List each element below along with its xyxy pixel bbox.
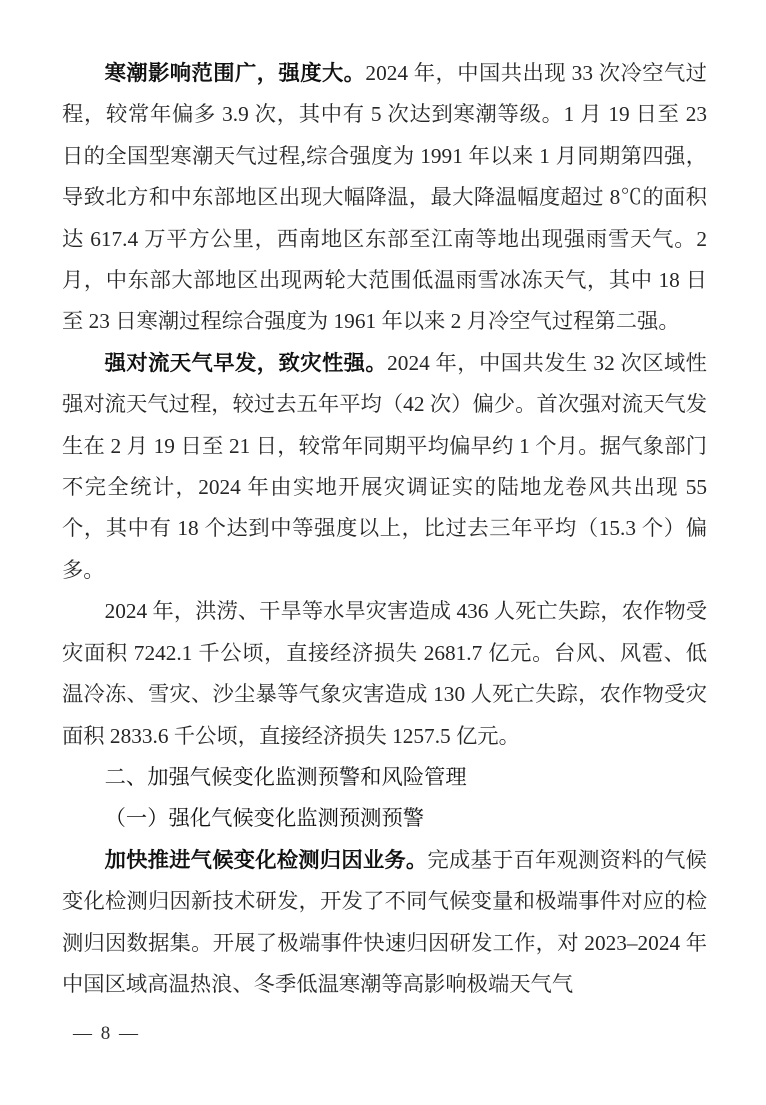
paragraph-body-disaster-losses: 2024 年，洪涝、干旱等水旱灾害造成 436 人死亡失踪，农作物受灾面积 7242.1 千公顷，直接经济损失 2681.7 亿元。台风、风雹、低温冷冻、雪灾、沙尘暴等气象灾害造成 130 人死亡失踪，农作物受灾面积 2833.6 千公顷，直接经济损失 1257.5 亿元。 [62,599,707,748]
paragraph-body-detection-attribution: 完成基于百年观测资料的气候变化检测归因新技术研发，开发了不同气候变量和极端事件对应的检测归因数据集。开展了极端事件快速归因研发工作，对 2023–2024 年中国区域高温热浪、冬季低温寒潮等高影响极端天气气 [62,847,707,996]
paragraph-severe-convection [62,343,707,591]
paragraph-lead-severe-convection: 强对流天气早发，致灾性强。 [104,350,388,375]
section-heading-climate-monitoring: 二、加强气候变化监测预警和风险管理 [104,764,467,789]
paragraph-disaster-losses [62,591,707,757]
paragraph-body-cold-wave: 2024 年，中国共出现 33 次冷空气过程，较常年偏多 3.9 次，其中有 5 次达到寒潮等级。1 月 19 日至 23 日的全国型寒潮天气过程,综合强度为 1991 年以来 1 月同期第四强，导致北方和中东部地区出现大幅降温，最大降温幅度超过 8℃的面积达 617.4 万平方公里，西南地区东部至江南等地出现强雨雪天气。2 月，中东部大部地区出现两轮大范围低温雨雪冰冻天气，其中 18 日至 23 日寒潮过程综合强度为 1961 年以来 2 月冷空气过程第二强。 [62,61,707,334]
paragraph-detection-attribution [62,840,707,1006]
document-content [62,53,707,1005]
paragraph-lead-detection-attribution: 加快推进气候变化检测归因业务。 [104,847,428,872]
paragraph-body-severe-convection: 2024 年，中国共发生 32 次区域性强对流天气过程，较过去五年平均（42 次）偏少。首次强对流天气发生在 2 月 19 日至 21 日，较常年同期平均偏早约 1 个月。据气象部门不完全统计，2024 年由实地开展灾调证实的陆地龙卷风共出现 55 个，其中有 18 个达到中等强度以上，比过去三年平均（15.3 个）偏多。 [62,350,707,582]
paragraph-cold-wave [62,53,707,343]
subsection-heading-monitoring-warning: （一）强化气候变化监测预测预警 [104,806,425,831]
page-number: — 8 — [73,1023,140,1044]
paragraph-lead-cold-wave: 寒潮影响范围广，强度大。 [104,61,366,85]
page-footer [73,1022,140,1046]
